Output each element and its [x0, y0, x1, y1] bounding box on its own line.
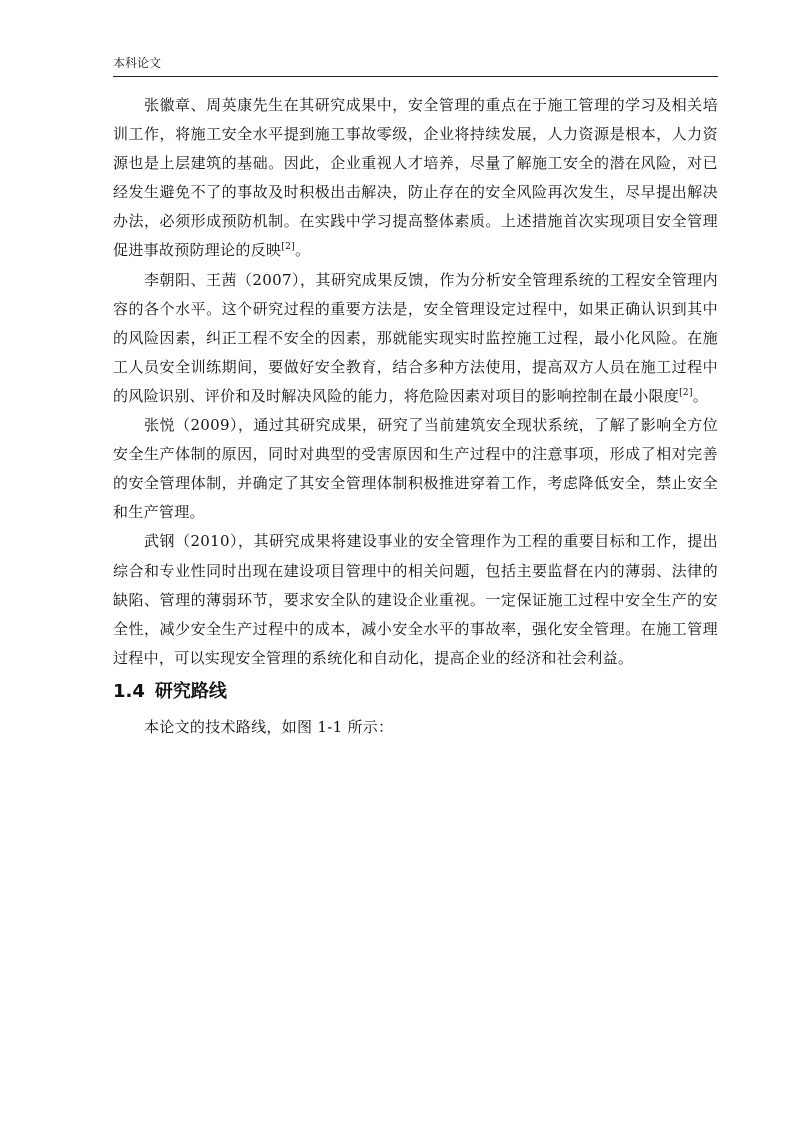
header-label: 本科论文 — [113, 56, 162, 70]
paragraph-text: 武钢（2010），其研究成果将建设事业的安全管理作为工程的重要目标和工作，提出综合和专业性同时出现在建设项目管理中的相关问题，包括主要监督在内的薄弱、法律的缺陷、管理的薄弱环节，要求安全队的建设企业重视。一定保证施工过程中安全生产的安全性，减少安全生产过程中的成本，减小安全水平的事故率，强化安全管理。在施工管理过程中，可以实现安全管理的系统化和自动化，提高企业的经济和社会利益。 — [113, 532, 718, 667]
paragraph-zhang-yue — [113, 411, 718, 527]
page-header — [113, 56, 718, 77]
citation-ref[interactable]: [2] — [679, 387, 693, 398]
paragraph-text: 本论文的技术路线，如图 1-1 所示： — [144, 717, 394, 736]
section-heading — [113, 677, 718, 707]
document-body — [113, 91, 718, 742]
paragraph-li-chaoyang — [113, 266, 718, 411]
section-number: 1.4 — [113, 680, 145, 702]
paragraph-zhang-huizhang — [113, 91, 718, 266]
citation-ref[interactable]: [2] — [281, 242, 295, 253]
paragraph-text: 张悦（2009），通过其研究成果，研究了当前建筑安全现状系统，了解了影响全方位安全生产体制的原因，同时对典型的受害原因和生产过程中的注意事项，形成了相对完善的安全管理体制，并确定了其安全管理体制积极推进穿着工作，考虑降低安全，禁止安全和生产管理。 — [113, 416, 718, 522]
paragraph-text: 李朝阳、王茜（2007），其研究成果反馈，作为分析安全管理系统的工程安全管理内容的各个水平。这个研究过程的重要方法是，安全管理设定过程中，如果正确认识到其中的风险因素，纠正工程不安全的因素，那就能实现实时监控施工过程，最小化风险。在施工人员安全训练期间，要做好安全教育，结合多种方法使用，提高双方人员在施工过程中的风险识别、评价和及时解决风险的能力，将危险因素对项目的影响控制在最小限度 — [113, 270, 718, 405]
section-title: 研究路线 — [154, 680, 227, 702]
paragraph-text: 张徽章、周英康先生在其研究成果中，安全管理的重点在于施工管理的学习及相关培训工作，将施工安全水平提到施工事故零级，企业将持续发展，人力资源是根本，人力资源也是上层建筑的基础。因此，企业重视人才培养，尽量了解施工安全的潜在风险，对已经发生避免不了的事故及时积极出击解决，防止存在的安全风险再次发生，尽早提出解决办法，必须形成预防机制。在实践中学习提高整体素质。上述措施首次实现项目安全管理促进事故预防理论的反映 — [113, 96, 718, 260]
paragraph-tail: 。 — [692, 386, 709, 405]
paragraph-wu-gang — [113, 527, 718, 672]
paragraph-tail: 。 — [294, 241, 311, 260]
paragraph-roadmap-intro — [113, 713, 718, 742]
